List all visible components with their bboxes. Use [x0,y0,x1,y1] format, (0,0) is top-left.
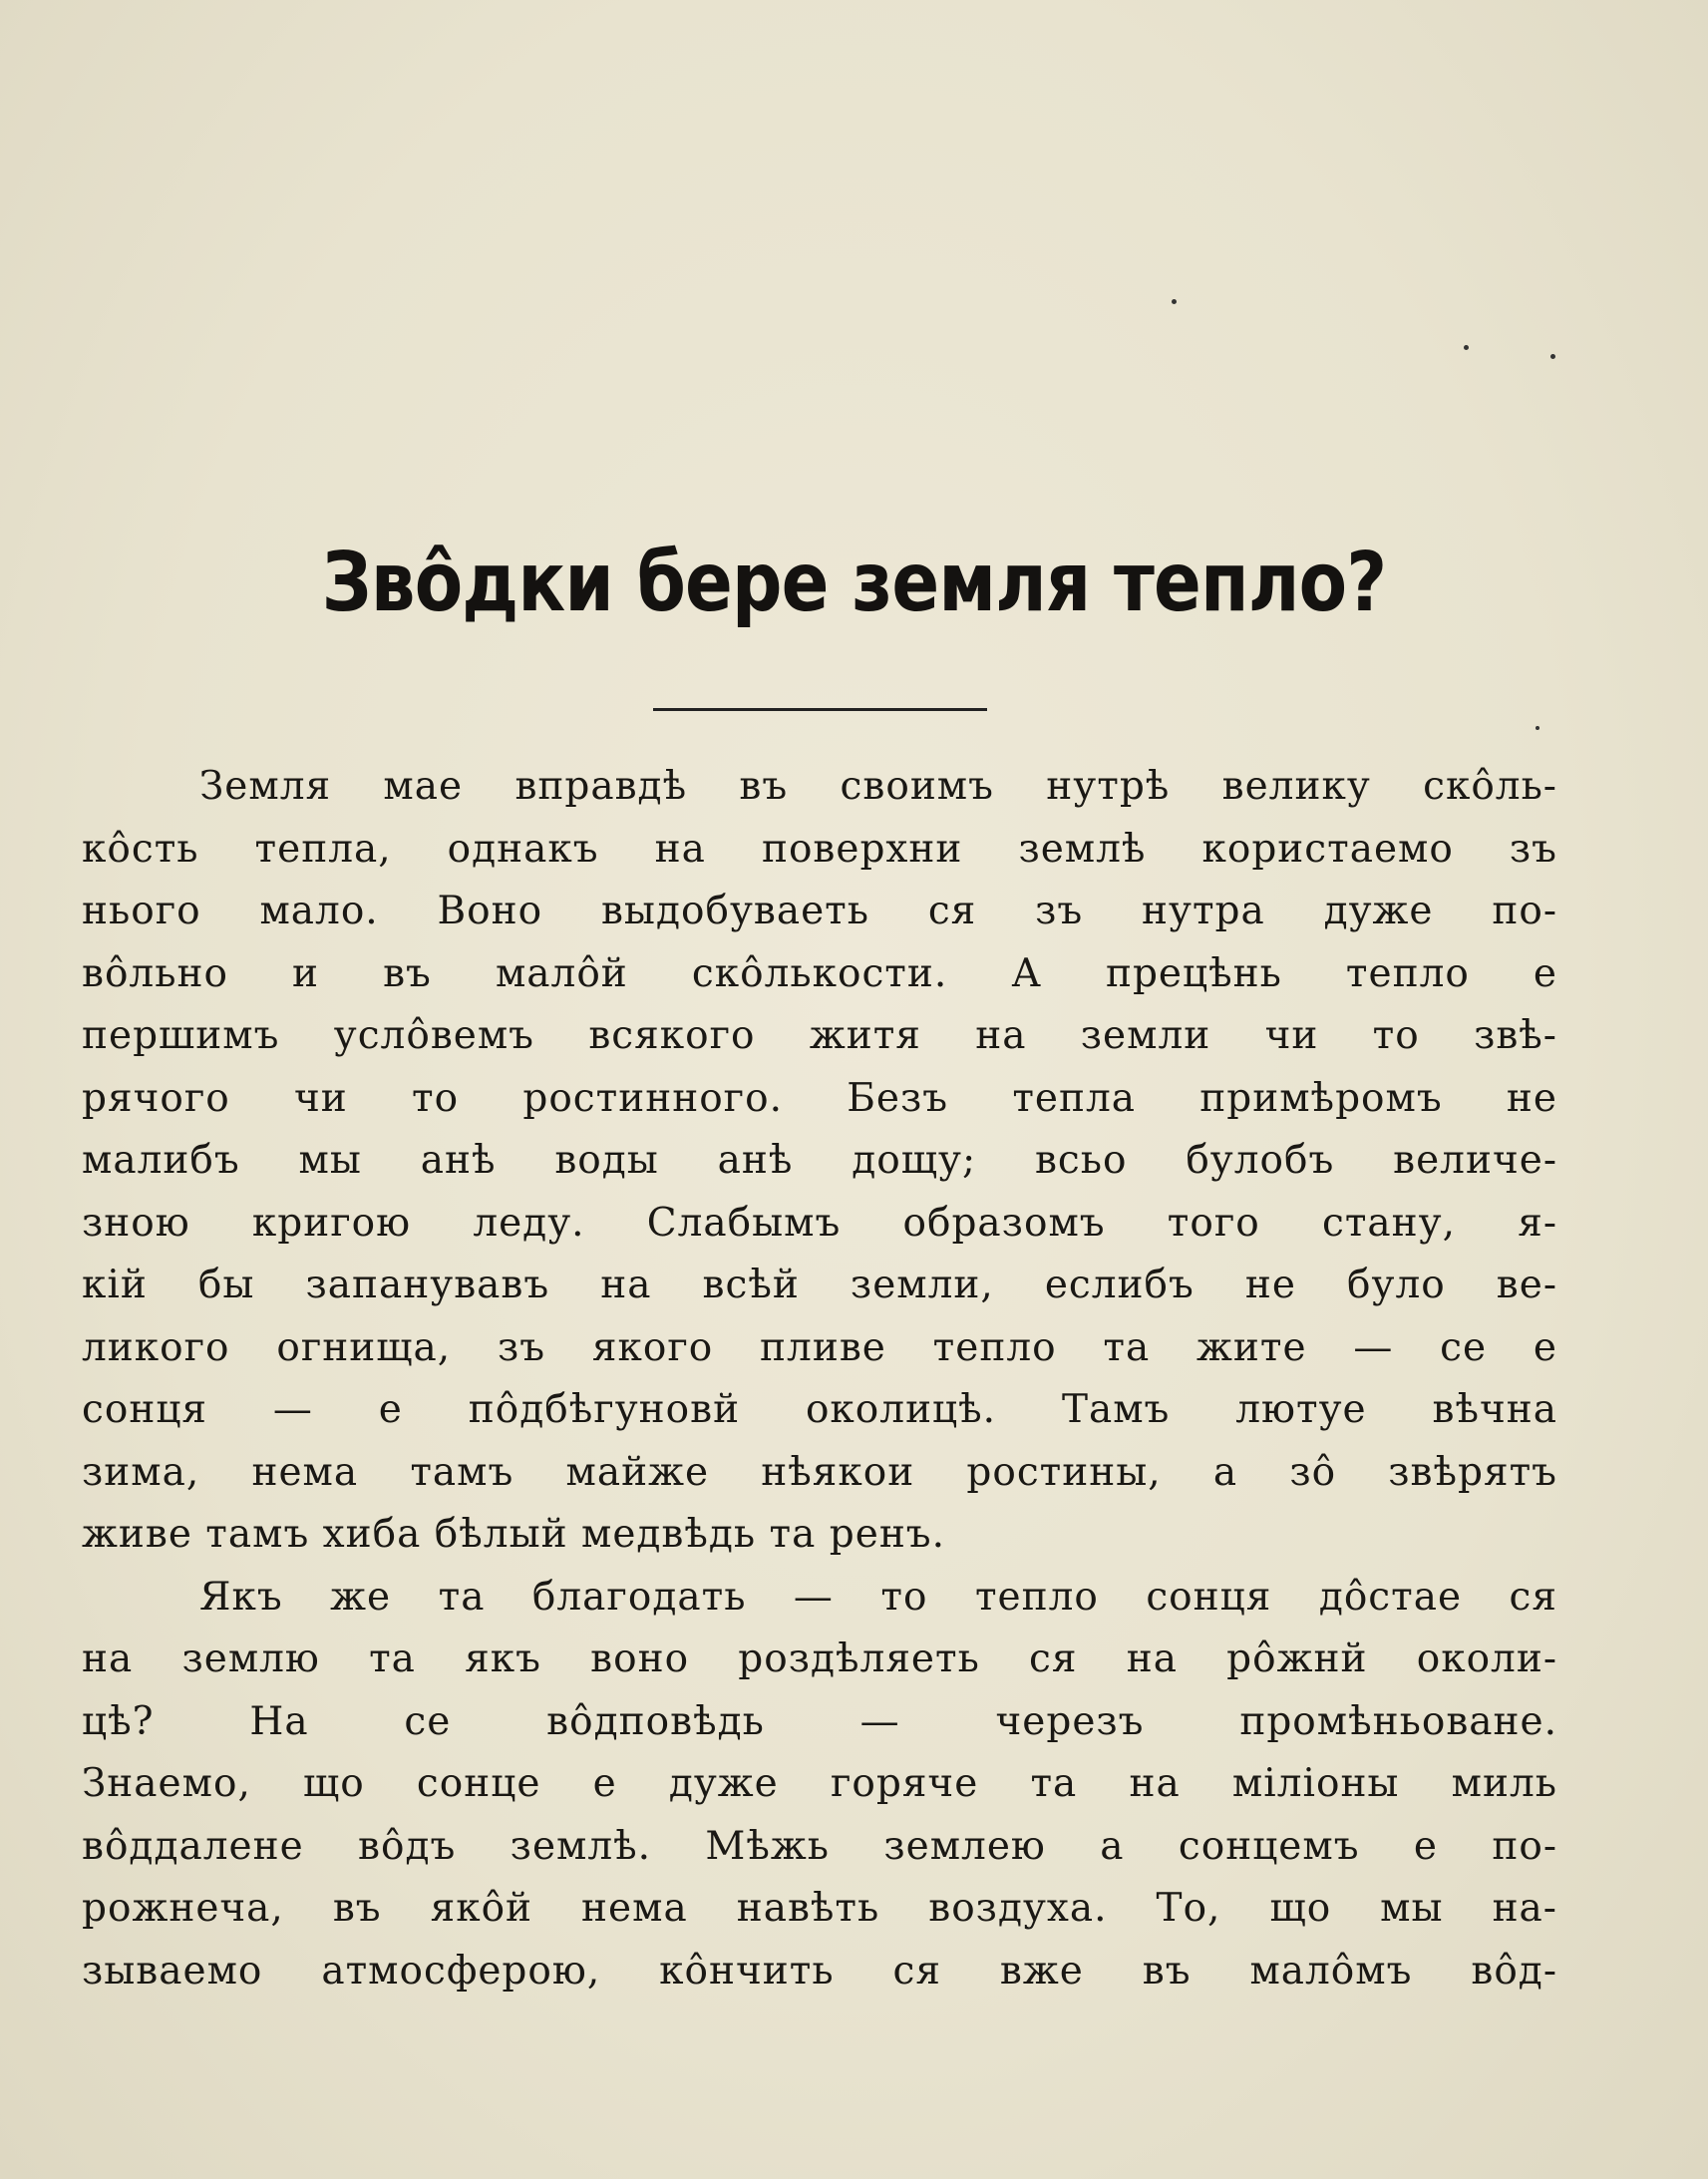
text-line: сонця — е пôдбѣгуновй околицѣ. Тамъ лютуе вѣчна [82,1387,1557,1432]
text-line: Земля мае вправдѣ въ своимъ нутрѣ велику скôль- [199,764,1557,809]
text-line: зима, нема тамъ майже нѣякои ростины, а зô звѣрятъ [82,1449,1557,1495]
text-line: Знаемо, що сонце е дуже горяче та на міліоны миль [82,1761,1557,1806]
text-line: нього мало. Воно выдобуваеть ся зъ нутра дуже по- [82,889,1557,933]
text-line: кій бы запанувавъ на всѣй земли, еслибъ не було ве- [82,1263,1557,1307]
page-title: Звôдки бере земля тепло? [321,536,1387,630]
text-line: першимъ услôвемъ всякого житя на земли чи то звѣ- [82,1013,1557,1058]
text-line: вôддалене вôдъ землѣ. Мѣжь землею а сонцемъ е по- [82,1823,1557,1869]
body-text [82,756,1557,2002]
text-line: зною кригою леду. Слабымъ образомъ того стану, я- [82,1200,1557,1246]
paper-speck [1464,345,1469,350]
text-line: на землю та якъ воно роздѣляеть ся на рôжнй околи- [82,1636,1557,1681]
text-line: вôльно и въ малôй скôлькости. А прецѣнь тепло е [82,950,1557,996]
text-line: цѣ? На се вôдповѣдь — черезъ промѣньоване. [82,1698,1557,1744]
text-line: зываемо атмосферою, кôнчить ся вже въ малôмъ вôд- [82,1948,1557,1994]
paper-speck [1550,354,1555,359]
paper-speck [1536,726,1539,730]
text-line: рожнеча, въ якôй нема навѣть воздуха. То, що мы на- [82,1886,1557,1931]
text-line: Якъ же та благодать — то тепло сонця дôстае ся [199,1574,1557,1620]
paragraph-2 [82,1567,1557,2003]
text-line: живе тамъ хиба бѣлый медвѣдь та ренъ. [82,1512,946,1557]
text-line: рячого чи то ростинного. Безъ тепла примѣромъ не [82,1075,1557,1121]
title-divider [653,708,987,711]
text-line: ликого огнища, зъ якого пливе тепло та жите — се е [82,1324,1557,1370]
paper-speck [1172,299,1177,304]
text-line: малибъ мы анѣ воды анѣ дощу; всьо булобъ величе- [82,1138,1557,1183]
paragraph-1 [82,756,1557,1567]
text-line: кôсть тепла, однакъ на поверхни землѣ користаемо зъ [82,826,1557,872]
